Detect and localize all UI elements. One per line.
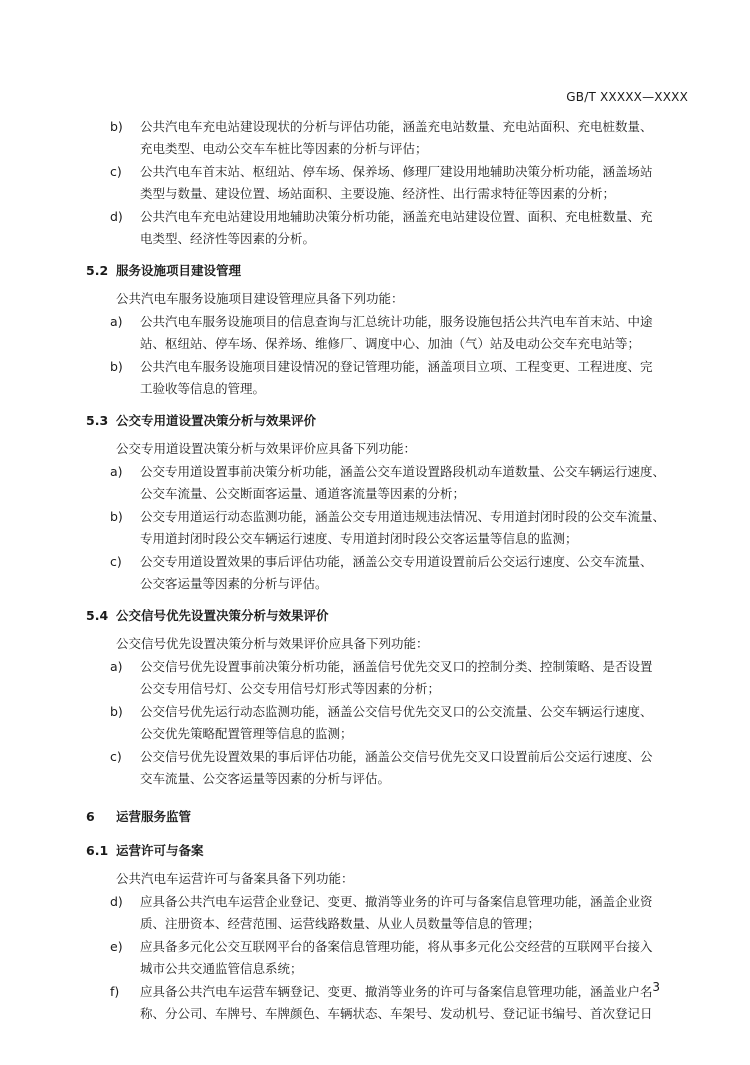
item-line: 公交信号优先设置事前决策分析功能，涵盖信号优先交叉口的控制分类、控制策略、是否设置 [140,659,653,674]
section-title: 公交专用道设置决策分析与效果评价 [116,413,317,428]
item-line: 公交专用道设置效果的事后评估功能，涵盖公交专用道设置前后公交运行速度、公交车流量、 [140,554,653,569]
list-item [86,161,690,205]
item-marker: b) [110,509,123,524]
item-line: 公交专用道设置事前决策分析功能，涵盖公交车道设置路段机动车道数量、公交车辆运行速度、 [140,464,666,479]
list-item [86,506,690,550]
item-line: 电类型、经济性等因素的分析。 [140,231,316,246]
item-line: 公共汽电车服务设施项目建设情况的登记管理功能，涵盖项目立项、工程变更、工程进度、完 [140,359,653,374]
item-marker: a) [110,659,123,674]
section-title: 服务设施项目建设管理 [116,263,242,278]
item-line: 城市公共交通监管信息系统； [140,961,303,976]
list-item [86,746,690,790]
item-marker: a) [110,464,123,479]
item-marker: d) [110,209,123,224]
list-item [86,936,690,980]
top-list [86,116,690,250]
section-intro: 公共汽电车运营许可与备案具备下列功能： [116,871,354,886]
section-number: 6.1 [86,843,109,858]
section-heading-5-2 [86,260,690,282]
chapter-title: 运营服务监管 [116,809,192,824]
section-number: 5.4 [86,608,109,623]
section-heading-5-3 [86,410,690,432]
item-line: 公共汽电车首末站、枢纽站、停车场、保养场、修理厂建设用地辅助决策分析功能，涵盖场站 [140,164,653,179]
chapter-number: 6 [86,809,95,824]
section-intro: 公交信号优先设置决策分析与效果评价应具备下列功能： [116,636,429,651]
document-code: GB/T XXXXX—XXXX [566,90,688,104]
list-item [86,656,690,700]
item-line: 站、枢纽站、停车场、保养场、维修厂、调度中心、加油（气）站及电动公交车充电站等； [140,336,641,351]
item-marker: e) [110,939,123,954]
item-line: 公交专用道运行动态监测功能，涵盖公交专用道违规违法情况、专用道封闭时段的公交车流量、 [140,509,666,524]
item-line: 工验收等信息的管理。 [140,381,266,396]
section-title: 公交信号优先设置决策分析与效果评价 [116,608,329,623]
item-line: 称、分公司、车牌号、车牌颜色、车辆状态、车架号、发动机号、登记证书编号、首次登记日 [140,1006,653,1021]
list-item [86,701,690,745]
item-line: 应具备公共汽电车运营企业登记、变更、撤消等业务的许可与备案信息管理功能，涵盖企业资 [140,894,653,909]
section-intro: 公交专用道设置决策分析与效果评价应具备下列功能： [116,441,417,456]
item-line: 交车流量、公交客运量等因素的分析与评估。 [140,771,391,786]
item-line: 充电类型、电动公交车车桩比等因素的分析与评估； [140,141,428,156]
item-marker: c) [110,164,122,179]
item-marker: c) [110,749,122,764]
item-line: 公交信号优先设置效果的事后评估功能，涵盖公交信号优先交叉口设置前后公交运行速度、公 [140,749,653,764]
item-line: 类型与数量、建设位置、场站面积、主要设施、经济性、出行需求特征等因素的分析； [140,186,616,201]
section-number: 5.3 [86,413,109,428]
item-marker: b) [110,359,123,374]
item-marker: d) [110,894,123,909]
list-item [86,981,690,1025]
item-line: 公共汽电车服务设施项目的信息查询与汇总统计功能，服务设施包括公共汽电车首末站、中途 [140,314,653,329]
item-line: 公共汽电车充电站建设现状的分析与评估功能，涵盖充电站数量、充电站面积、充电桩数量、 [140,119,653,134]
list-item [86,891,690,935]
item-line: 公交信号优先运行动态监测功能，涵盖公交信号优先交叉口的公交流量、公交车辆运行速度、 [140,704,653,719]
list-item [86,551,690,595]
list-item [86,206,690,250]
item-marker: c) [110,554,122,569]
list-item [86,311,690,355]
list-item [86,461,690,505]
item-line: 质、注册资本、经营范围、运营线路数量、从业人员数量等信息的管理； [140,916,541,931]
item-line: 公交优先策略配置管理等信息的监测； [140,726,353,741]
chapter-heading-6 [86,806,690,828]
item-line: 公共汽电车充电站建设用地辅助决策分析功能，涵盖充电站建设位置、面积、充电桩数量、充 [140,209,653,224]
item-line: 公交车流量、公交断面客运量、通道客流量等因素的分析； [140,486,466,501]
item-line: 应具备多元化公交互联网平台的备案信息管理功能，将从事多元化公交经营的互联网平台接入 [140,939,653,954]
item-line: 公交客运量等因素的分析与评估。 [140,576,328,591]
item-line: 应具备公共汽电车运营车辆登记、变更、撤消等业务的许可与备案信息管理功能，涵盖业户名 [140,984,653,999]
item-marker: b) [110,704,123,719]
list-item [86,116,690,160]
section-title: 运营许可与备案 [116,843,204,858]
item-line: 公交专用信号灯、公交专用信号灯形式等因素的分析； [140,681,441,696]
list-item [86,356,690,400]
section-heading-5-4 [86,605,690,627]
item-marker: b) [110,119,123,134]
item-marker: a) [110,314,123,329]
section-intro: 公共汽电车服务设施项目建设管理应具备下列功能： [116,291,404,306]
item-line: 专用道封闭时段公交车辆运行速度、专用道封闭时段公交客运量等信息的监测； [140,531,578,546]
page-content [86,116,690,1026]
page-number: 3 [652,980,660,994]
item-marker: f) [110,984,120,999]
section-number: 5.2 [86,263,109,278]
section-heading-6-1 [86,840,690,862]
